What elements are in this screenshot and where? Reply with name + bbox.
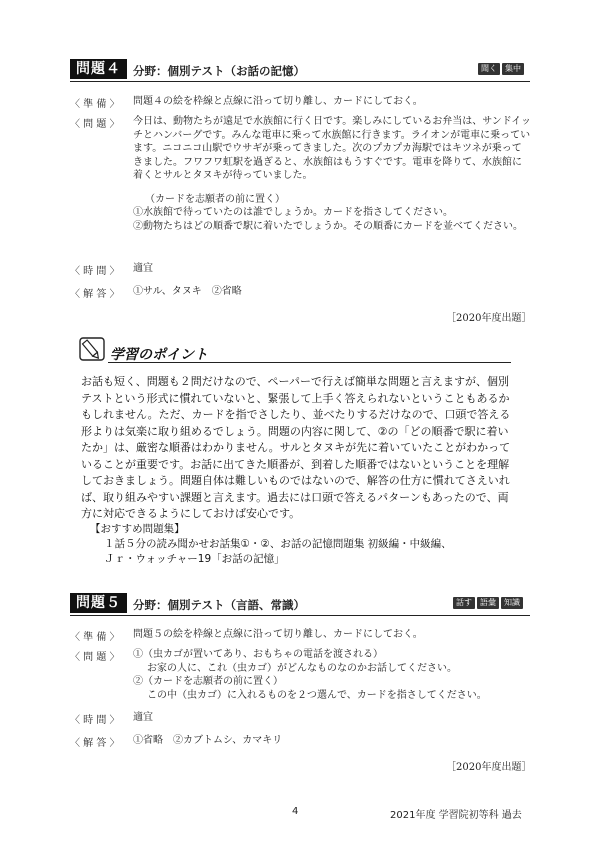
q4-instruction: （カードを志願者の前に置く） — [145, 193, 285, 205]
label-answer: 〈 解 答 〉 — [70, 289, 120, 300]
tag-listen: 聞く — [478, 63, 500, 75]
problem-4-badge: 問題４ — [70, 59, 127, 79]
q5-year-note: ［2020年度出題］ — [446, 762, 532, 773]
learning-point-title: 学習のポイント — [110, 347, 208, 363]
tag-speak: 話す — [453, 597, 475, 609]
q4-question-2: ②動物たちはどの順番で駅に着いたでしょうか。その順番にカードを並べてください。 — [133, 220, 523, 232]
problem-5-rule — [70, 615, 530, 616]
q5-question-2-detail: この中（虫カゴ）に入れるものを２つ選んで、カードを指さしてください。 — [147, 689, 487, 701]
label-time: 〈 時 間 〉 — [70, 266, 120, 277]
recommended-line-1: １話５分の読み聞かせお話集①・②、お話の記憶問題集 初級編・中級編、 — [104, 538, 452, 550]
recommended-books — [90, 522, 520, 567]
problem-5-badge: 問題５ — [70, 593, 127, 613]
q5-question-1: ①（虫カゴが置いてあり、おもちゃの電話を渡される） — [133, 649, 383, 660]
pencil-icon — [78, 335, 108, 363]
page-number: 4 — [292, 806, 299, 817]
learning-point-body — [81, 374, 515, 523]
tag-knowledge: 知識 — [501, 597, 523, 609]
label-question: 〈 問 題 〉 — [70, 119, 120, 130]
problem-4-tags — [478, 63, 524, 75]
q5-question-2: ②（カードを志願者の前に置く） — [133, 676, 283, 687]
problem-4-rule — [70, 81, 530, 82]
recommended-title: 【おすすめ問題集】 — [90, 523, 185, 535]
q5-time: 適宜 — [133, 712, 153, 723]
footer-title: 2021年度 学習院初等科 過去 — [390, 810, 522, 821]
q4-answer: ①サル、タヌキ ②省略 — [133, 286, 242, 297]
q4-question-1: ①水族館で待っていたのは誰でしょうか。カードを指さしてください。 — [133, 207, 453, 218]
q4-time: 適宜 — [133, 263, 153, 274]
q5-answer: ①省略 ②カブトムシ、カマキリ — [133, 735, 283, 746]
q4-prep-text: 問題４の絵を枠線と点線に沿って切り離し、カードにしておく。 — [133, 96, 423, 107]
tag-vocabulary: 語彙 — [477, 597, 499, 609]
q5-question-1-detail: お家の人に、これ（虫カゴ）がどんなものなのかお話してください。 — [147, 662, 457, 674]
learning-point-text: お話も短く、問題も２問だけなので、ペーパーで行えば簡単な問題と言えますが、個別テストという形式に慣れていないと、緊張して上手く答えられないということもあるかもしれません。ただ、カードを指でさしたり、並べたりするだけなので、口頭で答える形よりは気楽に取り組めるでしょう。問題の内容に関して、②の「どの順番で駅に着いたか」は、厳密な順番はわかりません。サルとタヌキが先に着いていたことがわかっていることが重要です。お話に出てきた順番が、到着した順番ではないということを理解しておきましょう。問題自体は難しいものではないので、解答の仕方に慣れてさえいれば、取り組みやすい課題と言えます。過去には口頭で答えるパターンもあったので、両方に対応できるようにしておけば安心です。 — [81, 375, 511, 520]
label-question-5: 〈 問 題 〉 — [70, 652, 120, 663]
label-answer-5: 〈 解 答 〉 — [70, 738, 120, 749]
q4-year-note: ［2020年度出題］ — [446, 313, 532, 324]
q5-prep-text: 問題５の絵を枠線と点線に沿って切り離し、カードにしておく。 — [133, 629, 423, 640]
q5-question-block — [133, 648, 533, 702]
q4-story: 今日は、動物たちが遠足で水族館に行く日です。楽しみにしているお弁当は、サンドイッチとハンバーグです。みんな電車に乗って水族館に行きます。ライオンが電車に乗っています。ニコニコ山駅でウサギが乗ってきました。次のプカプカ海駅ではキツネが乗ってきました。フワフワ虹駅を過ぎると、水族館はもうすぐです。電車を降りて、水族館に着くとサルとタヌキが待っていました。 — [133, 116, 531, 181]
problem-5-tags — [453, 597, 523, 609]
label-prep: 〈 準 備 〉 — [70, 99, 120, 110]
q4-question-block — [133, 115, 531, 233]
label-prep-5: 〈 準 備 〉 — [70, 632, 120, 643]
problem-4-field: 分野：個別テスト（お話の記憶） — [133, 64, 306, 78]
problem-5-field: 分野：個別テスト（言語、常識） — [133, 598, 306, 612]
learning-point-rule — [108, 362, 511, 363]
tag-focus: 集中 — [502, 63, 524, 75]
label-time-5: 〈 時 間 〉 — [70, 715, 120, 726]
recommended-line-2: Ｊｒ・ウォッチャー19「お話の記憶」 — [104, 553, 285, 565]
